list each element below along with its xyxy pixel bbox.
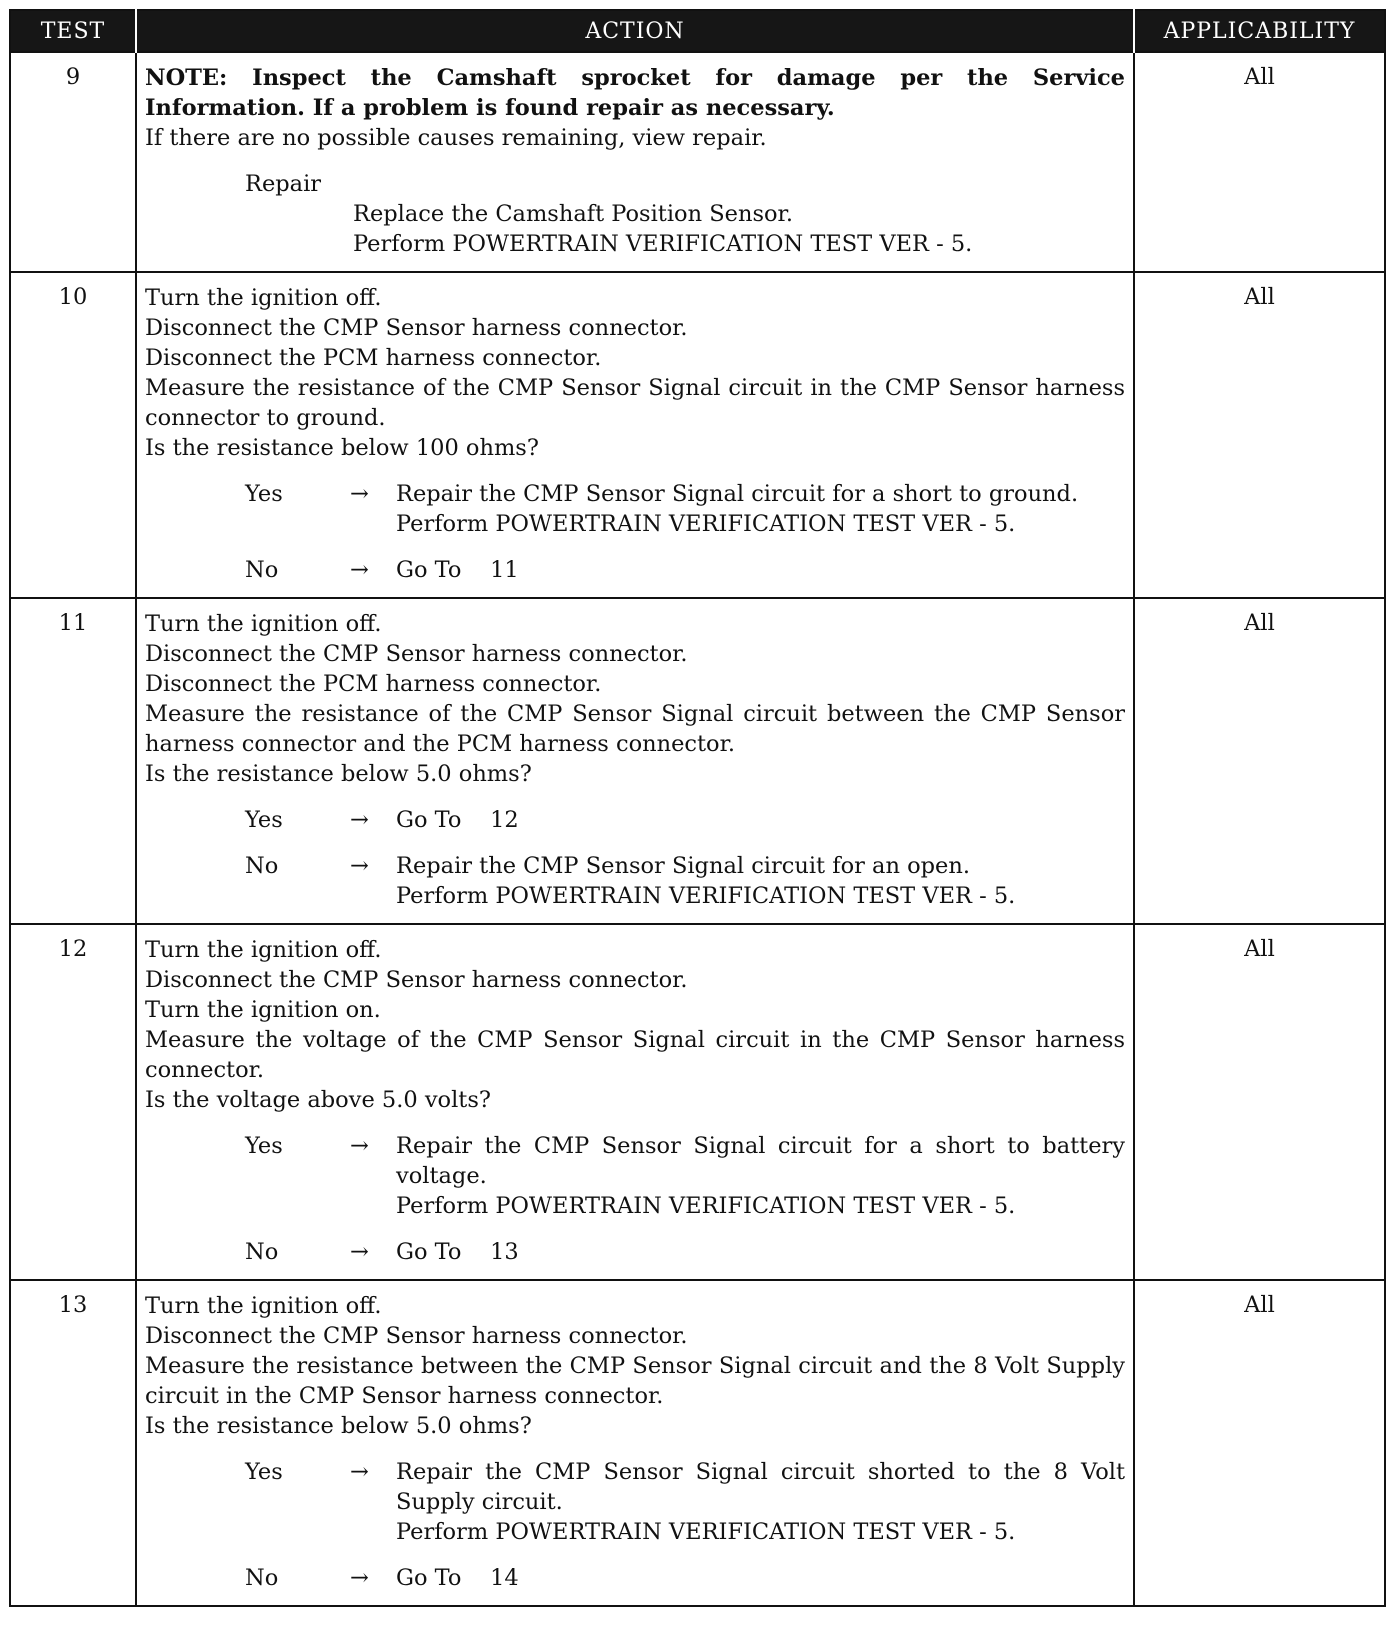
branch-outcome	[396, 1131, 1133, 1221]
action-cell	[136, 272, 1134, 598]
outcome-line: Perform POWERTRAIN VERIFICATION TEST VER - 5.	[396, 883, 1016, 909]
instruction-line: Disconnect the CMP Sensor harness connector.	[145, 967, 688, 993]
action-cell	[136, 52, 1134, 272]
instruction-line: Disconnect the PCM harness connector.	[145, 671, 602, 697]
branch-no	[245, 555, 1125, 585]
branch-outcome	[396, 1457, 1133, 1547]
outcome-line: Go To 13	[396, 1239, 519, 1265]
outcome-line: Repair the CMP Sensor Signal circuit for a short to battery voltage.	[396, 1133, 1133, 1189]
instruction-line: Disconnect the CMP Sensor harness connector.	[145, 641, 688, 667]
table-row	[10, 1280, 1385, 1606]
branch-outcome	[396, 805, 1125, 835]
action-cell	[136, 924, 1134, 1280]
branch-no	[245, 1563, 1125, 1593]
outcome-line: Repair the CMP Sensor Signal circuit for a short to ground.	[396, 481, 1079, 507]
arrow-icon: →	[350, 1239, 369, 1265]
table-row	[10, 272, 1385, 598]
branch-label: Yes	[245, 1133, 283, 1159]
action-cell	[136, 1280, 1134, 1606]
table-header-row	[10, 10, 1385, 52]
branch-label: No	[245, 853, 279, 879]
arrow-icon: →	[350, 1133, 369, 1159]
arrow-icon: →	[350, 807, 369, 833]
outcome-line: Perform POWERTRAIN VERIFICATION TEST VER - 5.	[396, 1193, 1016, 1219]
branch-label: Yes	[245, 807, 283, 833]
applicability-value: All	[1134, 272, 1385, 598]
branch-no	[245, 1237, 1125, 1267]
test-number: 10	[10, 272, 136, 598]
arrow-icon: →	[350, 557, 369, 583]
instruction-line: Is the resistance below 100 ohms?	[145, 435, 539, 461]
branch-label: Yes	[245, 1459, 283, 1485]
branch-label: No	[245, 557, 279, 583]
outcome-line: Perform POWERTRAIN VERIFICATION TEST VER - 5.	[396, 1519, 1016, 1545]
test-number: 11	[10, 598, 136, 924]
header-applicability: APPLICABILITY	[1134, 10, 1385, 52]
branch-label: No	[245, 1565, 279, 1591]
test-number: 9	[10, 52, 136, 272]
outcome-line: Repair the CMP Sensor Signal circuit shorted to the 8 Volt Supply circuit.	[396, 1459, 1133, 1515]
branch-label: No	[245, 1239, 279, 1265]
note-text: NOTE: Inspect the Camshaft sprocket for damage per the Service Information. If a problem is found repair as necessary.	[145, 65, 1125, 121]
outcome-line: Go To 12	[396, 807, 519, 833]
arrow-icon: →	[350, 1459, 369, 1485]
instruction-line: Measure the resistance between the CMP Sensor Signal circuit and the 8 Volt Supply circuit in the CMP Sensor harness connector.	[145, 1353, 1125, 1409]
arrow-icon: →	[350, 1565, 369, 1591]
branch-outcome	[396, 851, 1125, 911]
applicability-value: All	[1134, 924, 1385, 1280]
instruction-line: Disconnect the CMP Sensor harness connector.	[145, 1323, 688, 1349]
instruction-line: Turn the ignition off.	[145, 1293, 382, 1319]
instruction-line: Turn the ignition on.	[145, 997, 381, 1023]
instruction-line: Is the resistance below 5.0 ohms?	[145, 761, 532, 787]
instruction-line: Disconnect the PCM harness connector.	[145, 345, 602, 371]
outcome-line: Go To 11	[396, 557, 519, 583]
instruction-line: Is the voltage above 5.0 volts?	[145, 1087, 491, 1113]
instruction-line: Is the resistance below 5.0 ohms?	[145, 1413, 532, 1439]
instruction-line: Disconnect the CMP Sensor harness connector.	[145, 315, 688, 341]
repair-line: Replace the Camshaft Position Sensor.	[353, 201, 793, 227]
instruction-line: Turn the ignition off.	[145, 937, 382, 963]
outcome-line: Go To 14	[396, 1565, 519, 1591]
instruction-line: Measure the voltage of the CMP Sensor Signal circuit in the CMP Sensor harness connector.	[145, 1027, 1125, 1083]
branch-outcome	[396, 1237, 1125, 1267]
instruction-line: Measure the resistance of the CMP Sensor Signal circuit in the CMP Sensor harness connector to ground.	[145, 375, 1125, 431]
table-body	[10, 52, 1385, 1606]
table-row	[10, 598, 1385, 924]
table-row	[10, 924, 1385, 1280]
diagnostic-test-table	[9, 9, 1386, 1607]
test-number: 13	[10, 1280, 136, 1606]
test-number: 12	[10, 924, 136, 1280]
repair-label: Repair	[245, 171, 322, 197]
applicability-value: All	[1134, 598, 1385, 924]
outcome-line: Repair the CMP Sensor Signal circuit for an open.	[396, 853, 970, 879]
branch-outcome	[396, 555, 1125, 585]
applicability-value: All	[1134, 52, 1385, 272]
branch-label: Yes	[245, 481, 283, 507]
header-action: ACTION	[136, 10, 1134, 52]
instruction-line: Measure the resistance of the CMP Sensor Signal circuit between the CMP Sensor harness connector and the PCM harness connector.	[145, 701, 1125, 757]
applicability-value: All	[1134, 1280, 1385, 1606]
outcome-line: Perform POWERTRAIN VERIFICATION TEST VER - 5.	[396, 511, 1016, 537]
branch-outcome	[396, 479, 1125, 539]
branch-yes	[245, 805, 1125, 835]
branch-yes	[245, 479, 1125, 539]
arrow-icon: →	[350, 481, 369, 507]
action-cell	[136, 598, 1134, 924]
branch-outcome	[396, 1563, 1125, 1593]
instruction-line: If there are no possible causes remaining, view repair.	[145, 125, 767, 151]
instruction-line: Turn the ignition off.	[145, 285, 382, 311]
header-test: TEST	[10, 10, 136, 52]
table-row	[10, 52, 1385, 272]
branch-yes	[245, 1457, 1133, 1547]
branch-yes	[245, 1131, 1133, 1221]
branch-no	[245, 851, 1125, 911]
repair-line: Perform POWERTRAIN VERIFICATION TEST VER - 5.	[353, 231, 973, 257]
arrow-icon: →	[350, 853, 369, 879]
instruction-line: Turn the ignition off.	[145, 611, 382, 637]
